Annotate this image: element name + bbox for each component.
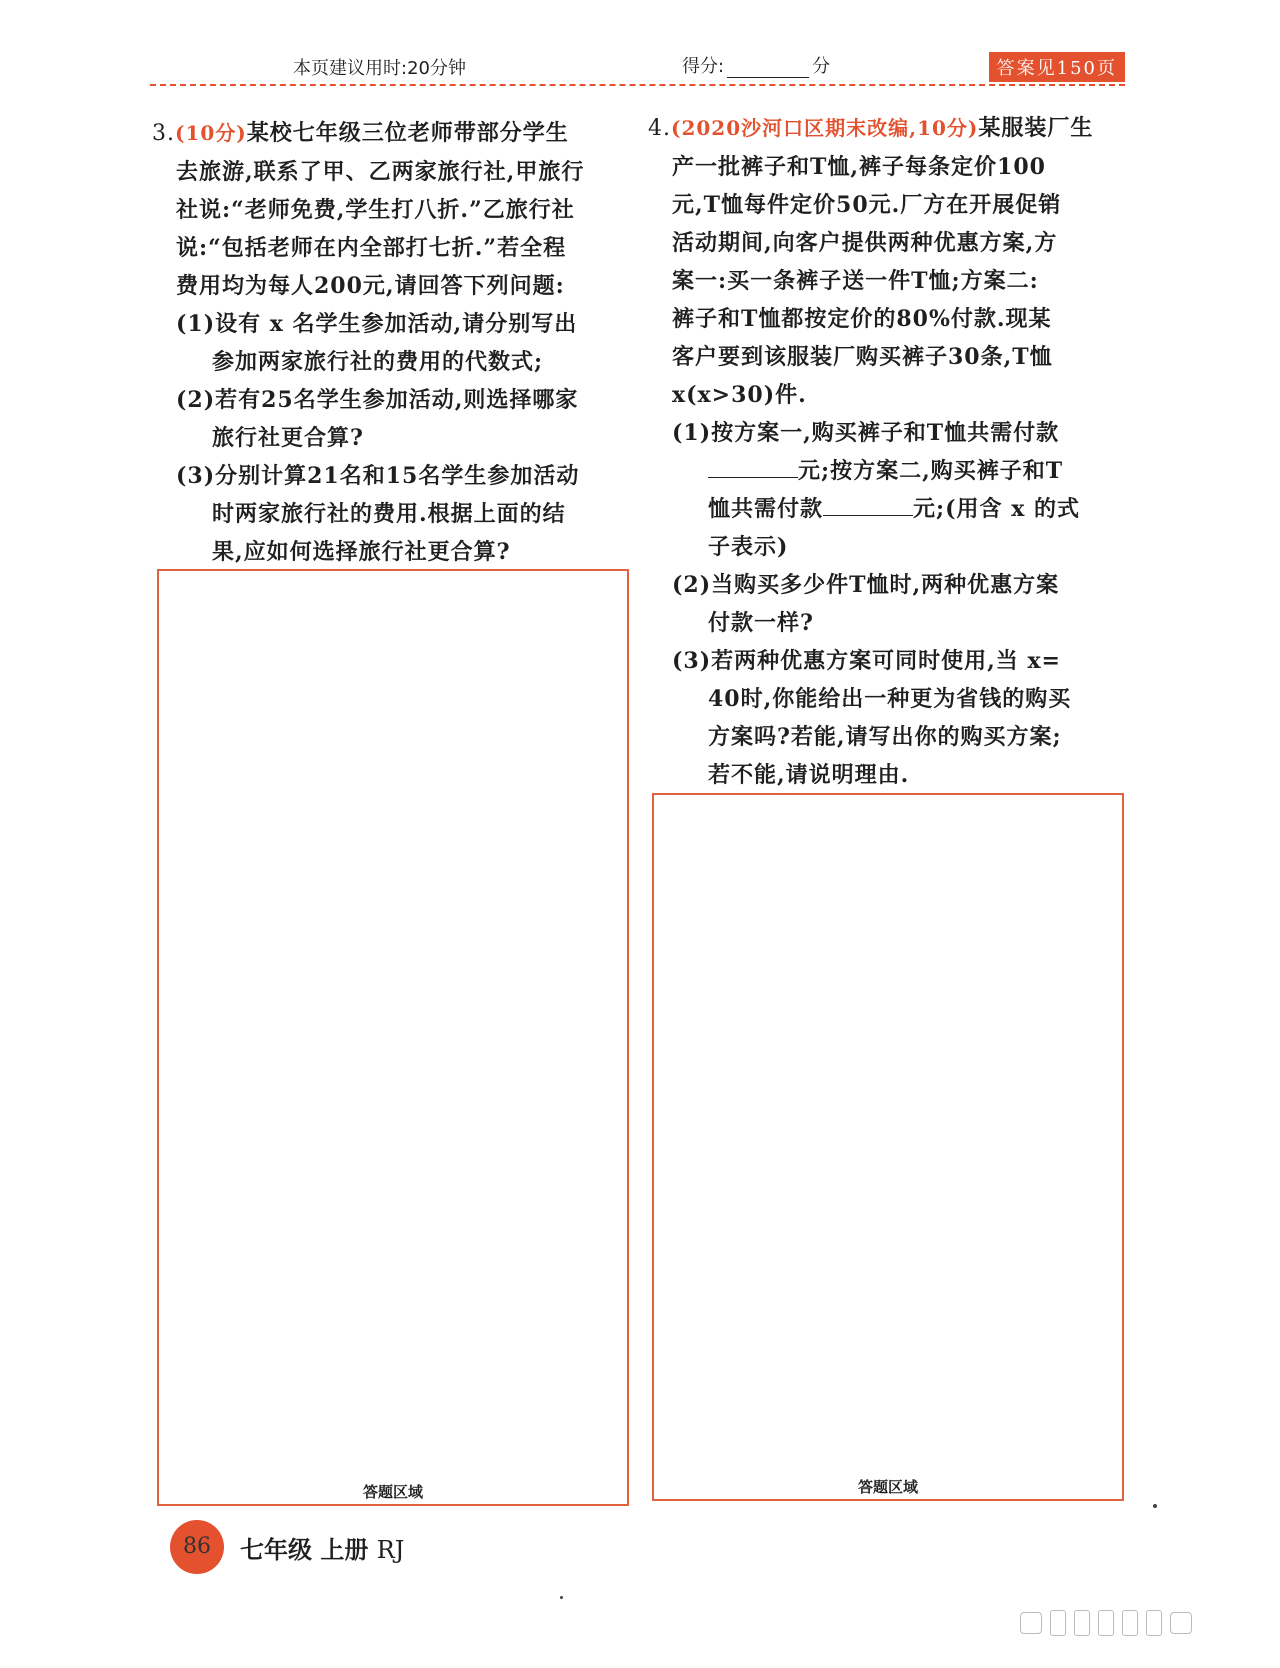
watermark-icon (1020, 1610, 1192, 1636)
q4-answer-area-label: 答题区域 (857, 1478, 918, 1496)
q4-line: 活动期间,向客户提供两种优惠方案,方 (672, 230, 1058, 256)
question-3 (152, 114, 632, 571)
q4-sub2-line: 付款一样? (708, 610, 814, 636)
q3-answer-area[interactable] (157, 569, 629, 1506)
q4-sub3-line: 若不能,请说明理由. (708, 762, 910, 788)
q4-sub2-line: (2)当购买多少件T恤时,两种优惠方案 (672, 572, 1060, 598)
page-number: 86 (170, 1520, 224, 1574)
score-unit: 分 (812, 56, 831, 77)
q4-sub1-line (648, 452, 1128, 490)
edition-label: RJ (376, 1536, 405, 1564)
header-divider (150, 84, 1125, 86)
q4-line: 裤子和T恤都按定价的80%付款.现某 (672, 306, 1052, 332)
watermark-square-icon (1020, 1612, 1042, 1634)
q3-first-line (152, 114, 632, 153)
page-header (150, 46, 1125, 86)
q4-first-line (648, 109, 1128, 148)
watermark-bar-icon (1146, 1610, 1162, 1636)
q3-sub2-line: (2)若有25名学生参加活动,则选择哪家 (176, 387, 579, 413)
q4-blank-plan2[interactable] (823, 493, 913, 516)
q4-source: (2020沙河口区期末改编,10分) (671, 116, 979, 140)
q4-line: 案一:买一条裤子送一件T恤;方案二: (672, 268, 1039, 294)
q3-sub1-line: 参加两家旅行社的费用的代数式; (212, 349, 544, 375)
watermark-bar-icon (1098, 1610, 1114, 1636)
q3-line: 某校七年级三位老师带部分学生 (246, 120, 569, 146)
q3-sub2-line: 旅行社更合算? (212, 425, 364, 451)
watermark-bar-icon (1074, 1610, 1090, 1636)
q3-points: (10分) (175, 121, 247, 145)
watermark-bar-icon (1122, 1610, 1138, 1636)
q4-sub1-line (648, 490, 1128, 528)
q4-answer-area[interactable] (652, 793, 1124, 1501)
answer-reference-badge: 答案见150页 (989, 52, 1125, 82)
q3-line: 费用均为每人200元,请回答下列问题: (176, 273, 565, 299)
q4-number: 4. (648, 116, 671, 141)
q3-line: 社说:“老师免费,学生打八折.”乙旅行社 (176, 197, 575, 223)
watermark-bar-icon (1050, 1610, 1066, 1636)
q3-number: 3. (152, 121, 175, 146)
q3-answer-area-label: 答题区域 (362, 1483, 423, 1501)
q4-sub3-line: (3)若两种优惠方案可同时使用,当 x= (672, 648, 1061, 674)
q4-line: 元,T恤每件定价50元.厂方在开展促销 (672, 192, 1062, 218)
q4-blank-plan1[interactable] (708, 455, 798, 478)
q3-sub3-line: 时两家旅行社的费用.根据上面的结 (212, 501, 566, 527)
score-field[interactable] (682, 52, 830, 78)
q4-sub3-line: 40时,你能给出一种更为省钱的购买 (708, 686, 1072, 712)
q4-line: 产一批裤子和T恤,裤子每条定价100 (672, 154, 1046, 180)
q4-sub3-line: 方案吗?若能,请写出你的购买方案; (708, 724, 1062, 750)
speck (1153, 1504, 1157, 1508)
grade-text: 七年级 上册 (240, 1535, 369, 1564)
q4-sub1-text: 元;按方案二,购买裤子和T (798, 458, 1064, 484)
q4-sub1-text: 元;(用含 x 的式 (913, 496, 1080, 522)
q4-sub1-text: 恤共需付款 (708, 496, 824, 522)
watermark-square-icon (1170, 1612, 1192, 1634)
q4-line: 客户要到该服装厂购买裤子30条,T恤 (672, 344, 1053, 370)
q3-sub1-line: (1)设有 x 名学生参加活动,请分别写出 (176, 311, 578, 337)
q3-sub3-line: (3)分别计算21名和15名学生参加活动 (176, 463, 580, 489)
question-4 (648, 109, 1128, 794)
speck (560, 1596, 563, 1599)
q4-line: x(x>30)件. (672, 382, 807, 408)
score-blank[interactable] (727, 60, 809, 78)
q3-line: 去旅游,联系了甲、乙两家旅行社,甲旅行 (176, 159, 585, 185)
q3-line: 说:“包括老师在内全部打七折.”若全程 (176, 235, 567, 261)
q3-sub3-line: 果,应如何选择旅行社更合算? (212, 539, 511, 565)
q4-sub1-line: 子表示) (708, 534, 789, 560)
score-label: 得分: (682, 56, 725, 77)
grade-label (240, 1530, 404, 1565)
q4-sub1-line: (1)按方案一,购买裤子和T恤共需付款 (672, 420, 1060, 446)
q4-line: 某服装厂生 (978, 115, 1094, 141)
time-hint: 本页建议用时:20分钟 (293, 58, 466, 79)
